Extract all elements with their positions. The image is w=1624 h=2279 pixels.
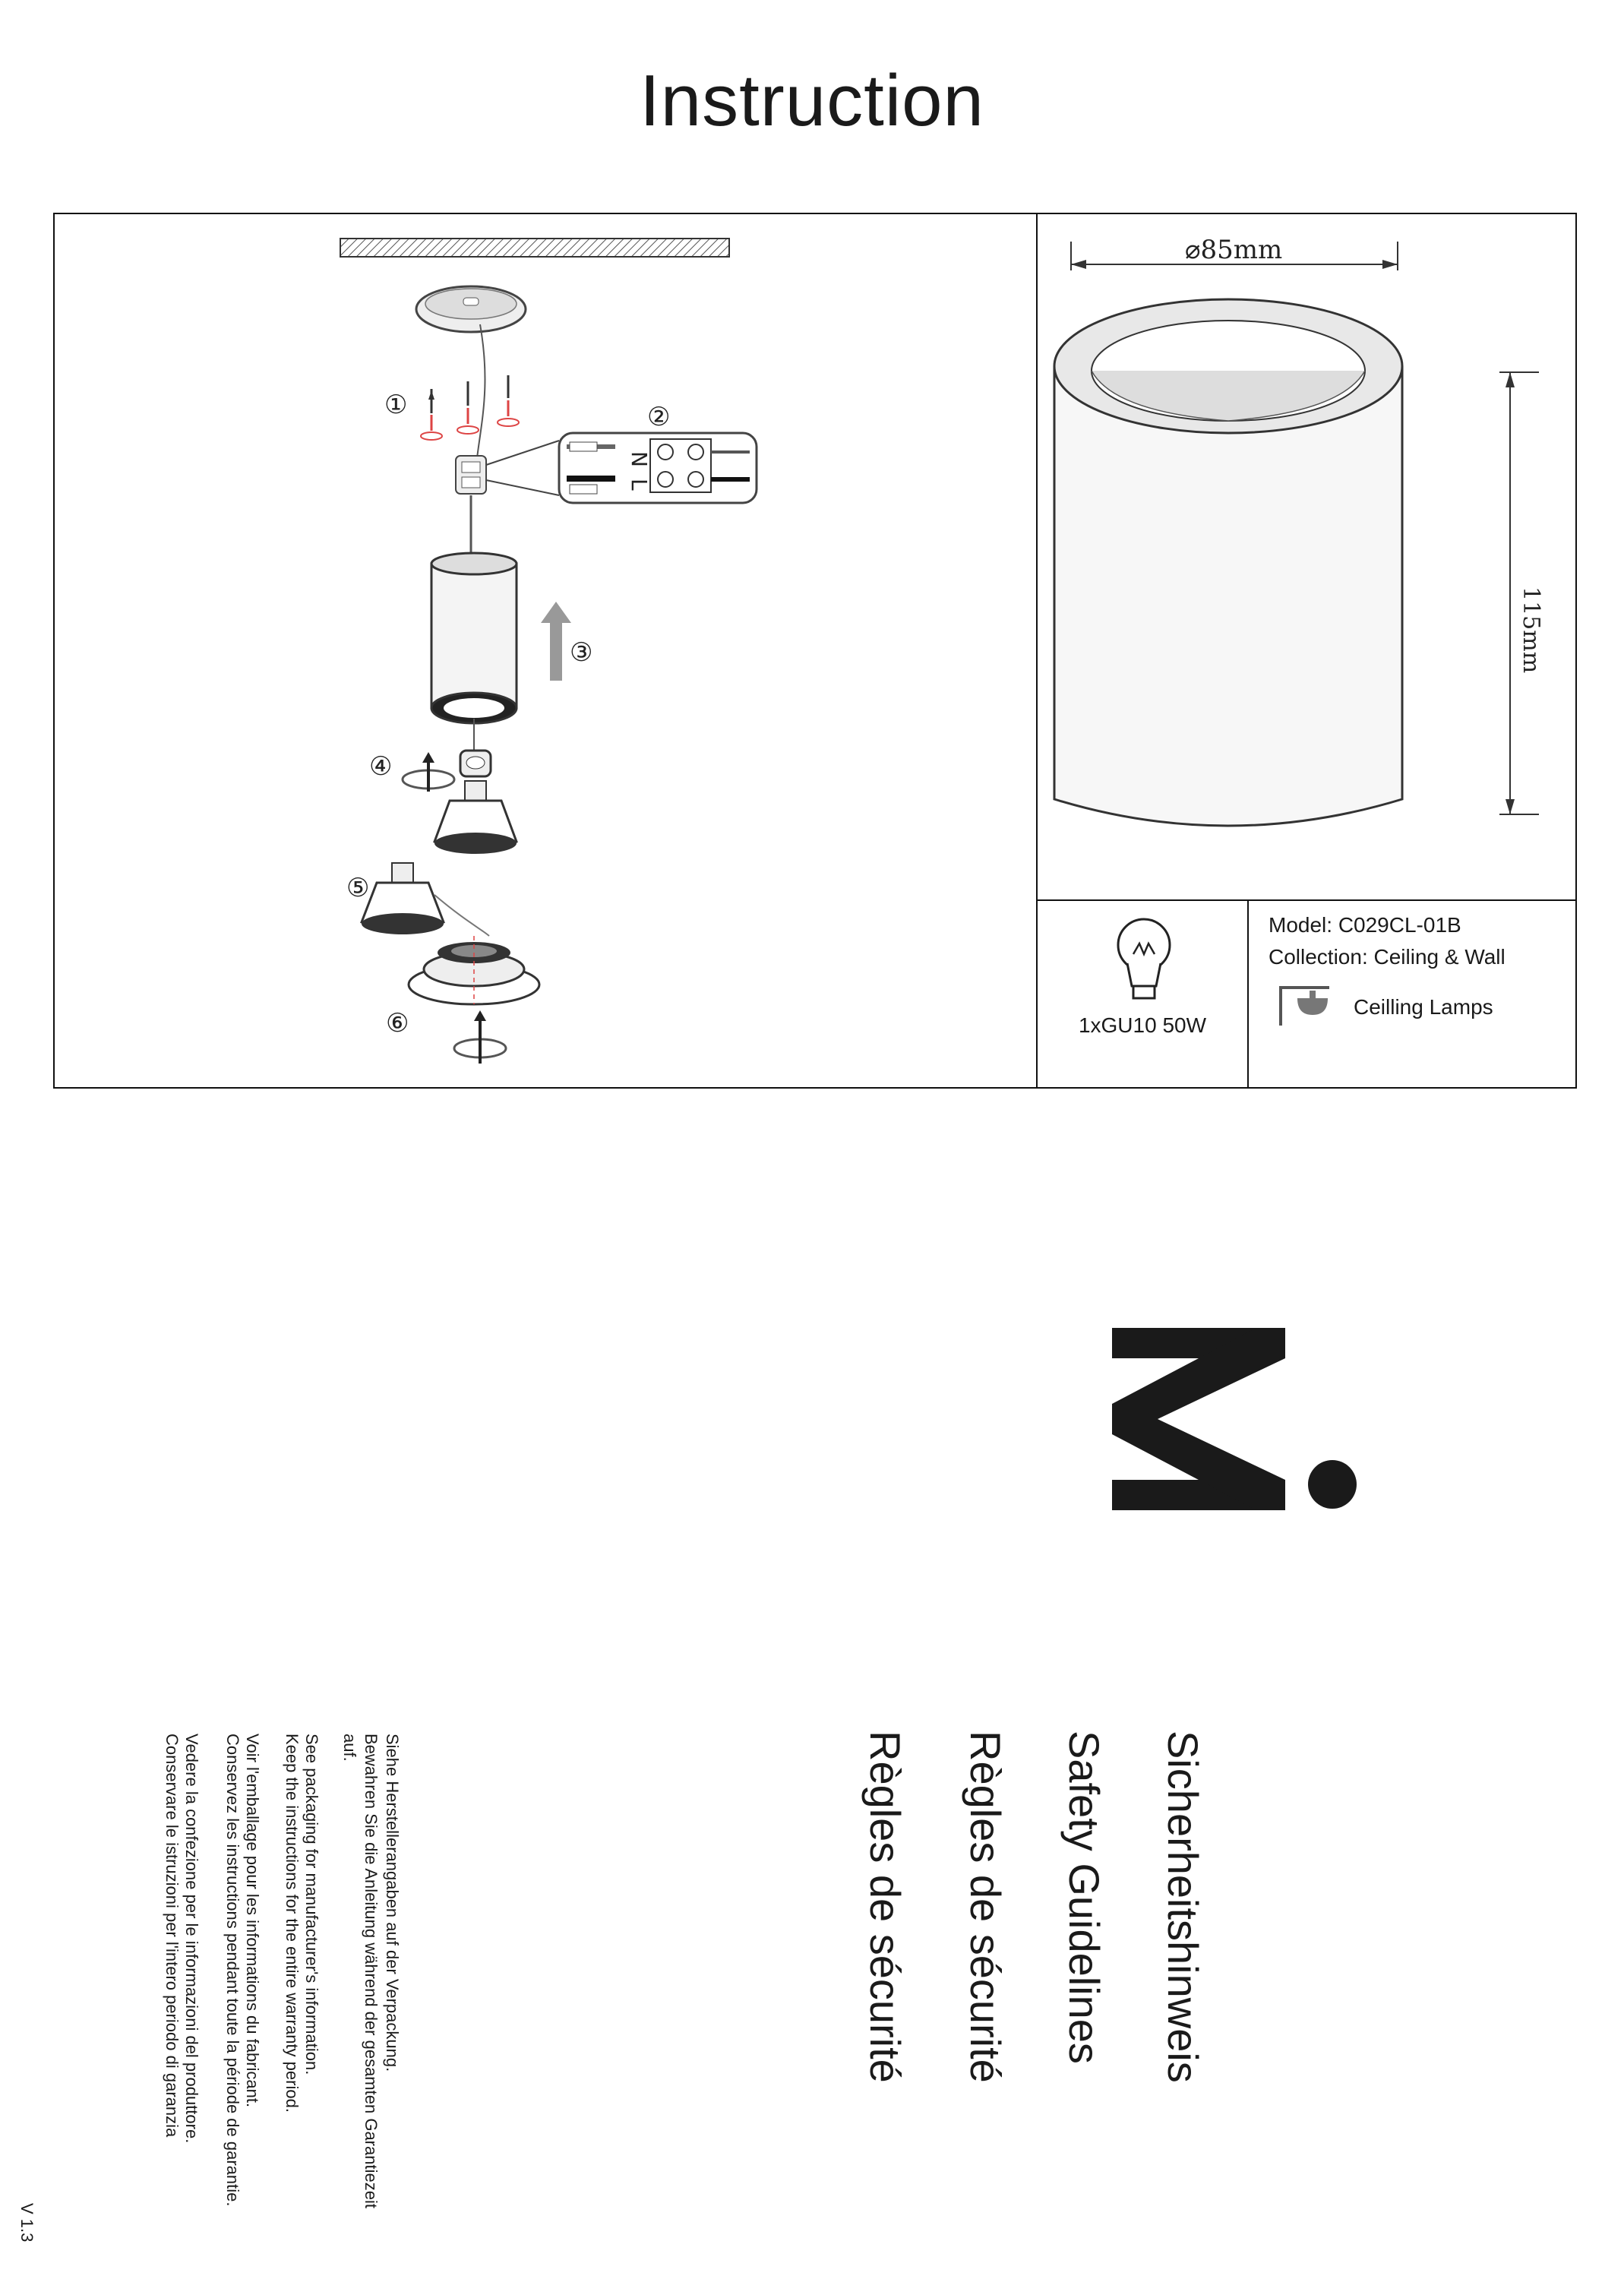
rotate-arrow-step-4: [403, 752, 454, 792]
step-5-label: ⑤: [346, 873, 370, 903]
safety-text-de-2: Bewahren Sie die Anleitung während der gesamten Garantiezeit: [362, 1734, 381, 2208]
terminal-label-l: L: [627, 479, 652, 491]
bulb-step-5: [362, 863, 489, 936]
safety-heading-fr-2: Règles de sécurité: [861, 1731, 909, 2083]
socket-ring: [460, 751, 491, 776]
lamp-body: [431, 553, 517, 723]
wiring-callout: [559, 433, 757, 503]
version-label: V 1.3: [17, 2203, 36, 2243]
step-6-label: ⑥: [386, 1008, 409, 1038]
rotate-arrow-step-6: [454, 1010, 506, 1064]
terminal-block: [456, 456, 486, 494]
step-1-label: ①: [384, 390, 408, 420]
page-title: Instruction: [640, 60, 984, 141]
height-label: 115mm: [1518, 586, 1544, 674]
arrow-up-step-3: [541, 602, 571, 681]
model-label: Model: C029CL-01B: [1269, 913, 1461, 937]
bulb-gu10: [434, 781, 517, 854]
frame-divider-info: [1247, 899, 1249, 1089]
assembly-diagram: [55, 214, 1035, 1080]
safety-text-fr-2: Conservez les instructions pendant toute la période de garantie.: [223, 1734, 242, 2207]
diameter-label: ⌀85mm: [1185, 235, 1283, 265]
step-3-label: ③: [570, 637, 593, 668]
category-label: Ceilling Lamps: [1354, 995, 1493, 1019]
dimension-drawing: [1038, 214, 1577, 898]
safety-text-de-3: auf.: [340, 1734, 359, 1762]
safety-heading-fr: Règles de sécurité: [962, 1731, 1009, 2083]
collection-label: Collection: Ceiling & Wall: [1269, 945, 1506, 969]
terminal-label-n: N: [627, 451, 652, 467]
safety-text-it-2: Conservare le istruzioni per l'intero periodo di garanzia: [163, 1734, 182, 2138]
step-2-label: ②: [647, 402, 671, 432]
screws-step-1: [421, 375, 519, 440]
safety-text-fr-1: Voir l'emballage pour les informations du fabricant.: [243, 1734, 262, 2108]
brand-logo: [1112, 1328, 1363, 1518]
safety-heading-en: Safety Guidelines: [1060, 1731, 1108, 2064]
frame-divider-horizontal: [1036, 899, 1577, 901]
safety-text-en-2: Keep the instructions for the entire warranty period.: [283, 1734, 302, 2113]
step-4-label: ④: [369, 751, 393, 782]
trim-ring-step-6: [409, 936, 539, 1004]
safety-text-en-1: See packaging for manufacturer's information.: [302, 1734, 321, 2075]
bulb-spec: 1xGU10 50W: [1078, 1013, 1207, 1037]
safety-text-de-1: Siehe Herstellerangaben auf der Verpackung.: [383, 1734, 402, 2072]
safety-heading-de: Sicherheitshinweis: [1159, 1731, 1207, 2083]
bulb-icon: [1098, 913, 1190, 1012]
safety-text-it-1: Vedere la confezione per le informazioni del produttore.: [182, 1734, 201, 2144]
ceiling-hatch: [340, 239, 729, 257]
lamp-cylinder: [1054, 299, 1402, 826]
ceiling-lamp-icon: [1276, 980, 1337, 1033]
